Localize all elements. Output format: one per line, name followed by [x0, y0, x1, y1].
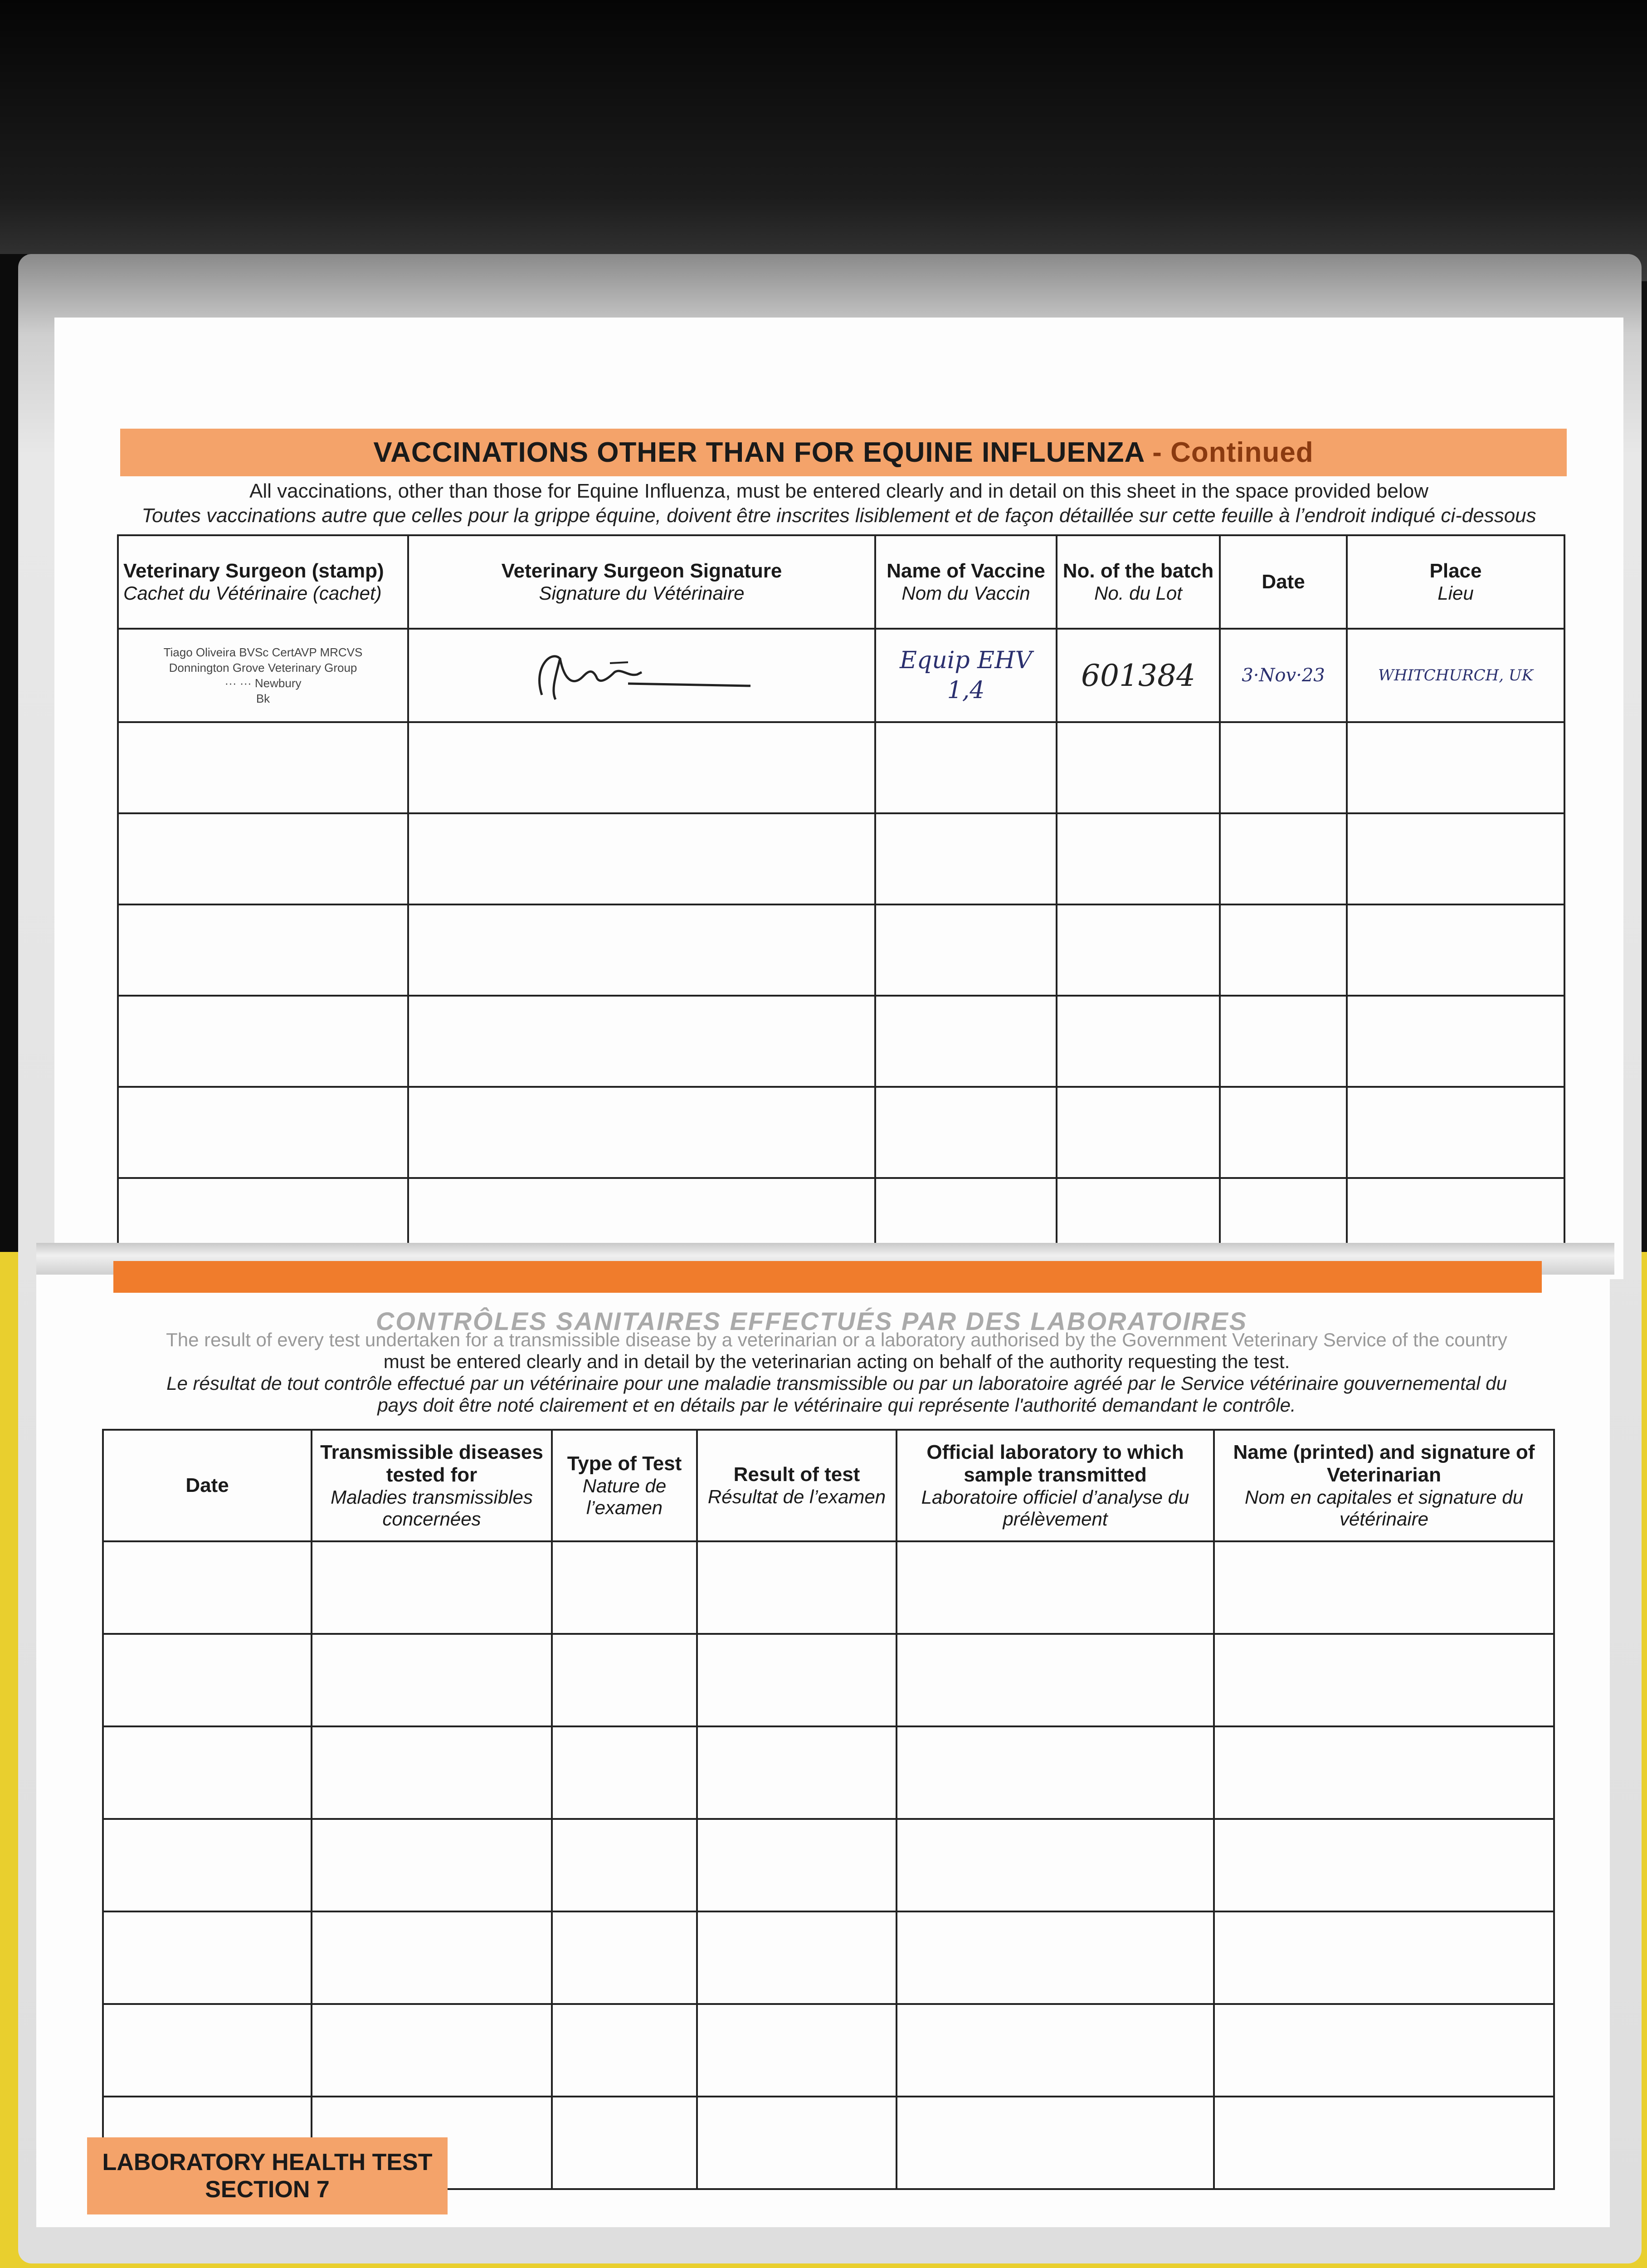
- table-row: [103, 1726, 1554, 1819]
- col-veterinarian: Name (printed) and signature of Veterinarian Nom en capitales et signature du vétérinaire: [1214, 1430, 1554, 1541]
- col-place: Place Lieu: [1347, 535, 1564, 629]
- col-date: Date: [1220, 535, 1347, 629]
- table-row: [118, 629, 1564, 722]
- table-row: [103, 1634, 1554, 1726]
- vet-stamp: Tiago Oliveira BVSc CertAVP MRCVS Donnington Grove Veterinary Group ··· ··· Newbury Bk: [118, 629, 408, 722]
- intro-french: Toutes vaccinations autre que celles pour la grippe équine, doivent être inscrites lisiblement et de façon détaillée sur cette feuille à l’endroit indiqué ci-dessous: [141, 504, 1536, 527]
- col-test-type: Type of Test Nature de l’examen: [552, 1430, 697, 1541]
- banner-suffix: - Continued: [1152, 437, 1314, 468]
- batch-number: 601384: [1057, 629, 1220, 722]
- vaccinations-table: [117, 534, 1565, 1270]
- table-row: [118, 813, 1564, 904]
- col-result: Result of test Résultat de l’examen: [697, 1430, 897, 1541]
- table-header-row: [103, 1430, 1554, 1541]
- vaccinations-banner: [120, 429, 1567, 476]
- vet-signature: [408, 629, 875, 722]
- banner-title: VACCINATIONS OTHER THAN FOR EQUINE INFLUENZA: [373, 437, 1145, 468]
- table-row: [103, 1819, 1554, 1911]
- vaccine-name: Equip EHV 1,4: [875, 629, 1057, 722]
- lab-title-french: CONTRÔLES SANITAIRES EFFECTUÉS PAR DES LABORATOIRES: [375, 1307, 1248, 1335]
- scan-background-top: [0, 0, 1647, 281]
- section-label-title: LABORATORY HEALTH TEST: [102, 2149, 433, 2175]
- lab-intro-en-2: must be entered clearly and in detail by the veterinarian acting on behalf of the authority requesting the test.: [383, 1351, 1290, 1372]
- lab-intro-fr-2: pays doit être noté clairement et en détails par le vétérinaire qui représente l'authorité demandant le contrôle.: [377, 1394, 1296, 1416]
- laboratory-tests-table: [102, 1429, 1555, 2190]
- table-row: [118, 1087, 1564, 1178]
- table-row: [118, 996, 1564, 1087]
- lab-intro-fr-1: Le résultat de tout contrôle effectué par un vétérinaire pour une maladie transmissible ou par un laboratoire agréé par le Service vétérinaire gouvernemental du: [166, 1373, 1507, 1394]
- table-row: [118, 904, 1564, 996]
- lower-banner-strip: [113, 1261, 1542, 1293]
- col-batch: No. of the batch No. du Lot: [1057, 535, 1220, 629]
- col-signature: Veterinary Surgeon Signature Signature du Vétérinaire: [408, 535, 875, 629]
- intro-english: All vaccinations, other than those for Equine Influenza, must be entered clearly and in detail on this sheet in the space provided below: [249, 480, 1429, 502]
- vaccination-date: 3·Nov·23: [1220, 629, 1347, 722]
- lab-intro-en-1: The result of every test undertaken for a transmissible disease by a veterinarian or a laboratory authorised by the Government Veterinary Service of the country: [166, 1329, 1507, 1350]
- handwritten-signature: [524, 640, 760, 709]
- col-diseases: Transmissible diseases tested for Maladies transmissibles concernées: [312, 1430, 552, 1541]
- col-vaccine: Name of Vaccine Nom du Vaccin: [875, 535, 1057, 629]
- table-row: [118, 722, 1564, 813]
- col-laboratory: Official laboratory to which sample transmitted Laboratoire officiel d’analyse du prélèvement: [897, 1430, 1214, 1541]
- section-label: [87, 2137, 448, 2214]
- col-stamp: Veterinary Surgeon (stamp) Cachet du Vétérinaire (cachet): [118, 535, 408, 629]
- table-header-row: [118, 535, 1564, 629]
- vaccination-place: WHITCHURCH, UK: [1347, 629, 1564, 722]
- table-row: [103, 1911, 1554, 2004]
- col-date: Date: [103, 1430, 312, 1541]
- table-row: [103, 1541, 1554, 1634]
- section-label-number: SECTION 7: [205, 2176, 330, 2203]
- table-row: [103, 2004, 1554, 2097]
